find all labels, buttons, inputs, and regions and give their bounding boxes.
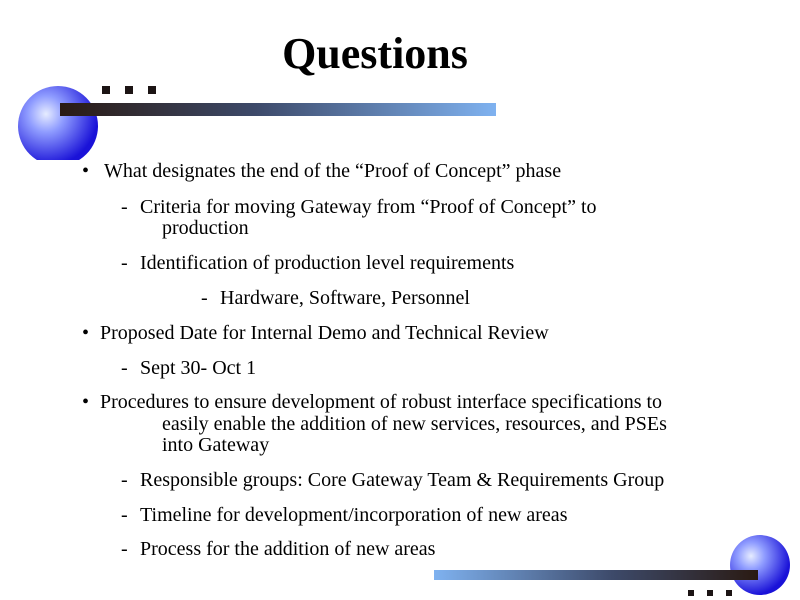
- top-bar: [60, 103, 496, 116]
- top-sphere: [18, 86, 98, 160]
- bottom-square-3: [726, 590, 732, 596]
- bullet-1-sub-1-text: Criteria for moving Gateway from “Proof of Concept” to: [140, 196, 597, 218]
- bullet-2-sub-1: [121, 357, 256, 379]
- bullet-2: [82, 322, 549, 344]
- bullet-3: [82, 391, 662, 413]
- dash-marker: -: [121, 504, 128, 526]
- bullet-3-sub-2: [121, 504, 567, 526]
- bullet-2-sub-1-text: Sept 30- Oct 1: [140, 357, 257, 379]
- dash-marker: -: [121, 538, 128, 560]
- bottom-right-decoration: [420, 520, 800, 600]
- bullet-1: [82, 160, 561, 182]
- bullet-3-cont-2: into Gateway: [162, 434, 270, 456]
- dash-marker: -: [201, 287, 208, 309]
- dash-marker: -: [121, 469, 128, 491]
- bottom-sphere: [730, 535, 790, 595]
- bottom-square-2: [707, 590, 713, 596]
- bullet-3-cont-1: easily enable the addition of new services, resources, and PSEs: [162, 413, 667, 435]
- top-square-3: [148, 86, 156, 94]
- bullet-1-sub-1: [121, 196, 597, 218]
- bullet-1-sub-2-subsub-1-text: Hardware, Software, Personnel: [220, 287, 470, 309]
- bullet-1-sub-2-subsub-1: [201, 287, 470, 309]
- dash-marker: -: [121, 357, 128, 379]
- top-square-2: [125, 86, 133, 94]
- bullet-marker: •: [82, 391, 90, 413]
- bullet-3-text: Procedures to ensure development of robust interface specifications to: [100, 391, 663, 413]
- bullet-marker: •: [82, 160, 90, 182]
- bottom-square-1: [688, 590, 694, 596]
- bullet-1-text: What designates the end of the “Proof of Concept” phase: [104, 160, 562, 182]
- bullet-3-sub-3-text: Process for the addition of new areas: [140, 538, 436, 560]
- bottom-bar: [434, 570, 758, 580]
- bullet-1-sub-2: [121, 252, 514, 274]
- bullet-3-sub-2-text: Timeline for development/incorporation of new areas: [140, 504, 568, 526]
- top-square-1: [102, 86, 110, 94]
- bullet-3-sub-3: [121, 538, 435, 560]
- bullet-1-sub-1-cont: production: [162, 217, 249, 239]
- dash-marker: -: [121, 196, 128, 218]
- bullet-marker: •: [82, 322, 90, 344]
- slide-title: Questions: [282, 29, 468, 78]
- top-left-decoration: [0, 0, 520, 160]
- bullet-3-sub-1-text: Responsible groups: Core Gateway Team & Requirements Group: [140, 469, 665, 491]
- dash-marker: -: [121, 252, 128, 274]
- bullet-1-sub-2-text: Identification of production level requirements: [140, 252, 515, 274]
- bullet-3-sub-1: [121, 469, 664, 491]
- bullet-2-text: Proposed Date for Internal Demo and Technical Review: [100, 322, 549, 344]
